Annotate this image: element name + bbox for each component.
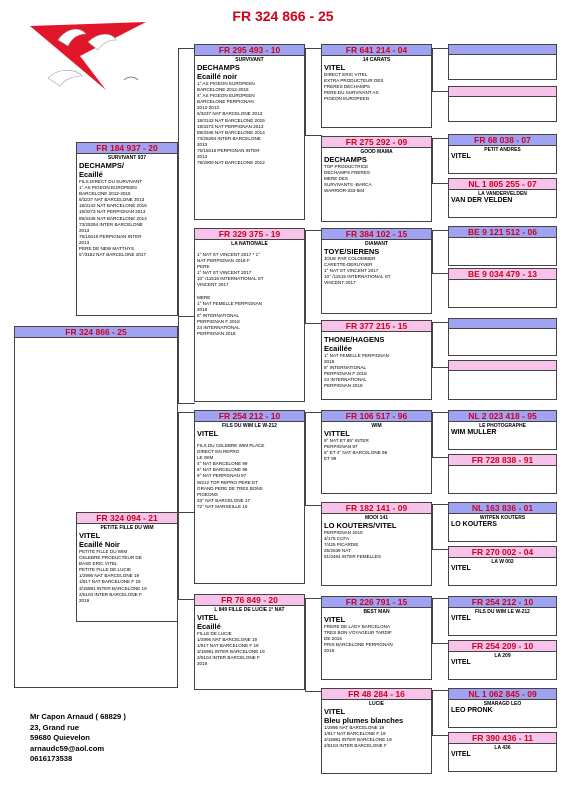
sds-sire-card[interactable] — [448, 226, 557, 266]
subject-ring: FR 324 866 - 25 — [15, 327, 177, 338]
dam-sire-card[interactable] — [194, 410, 305, 584]
note-line: 2/5104 INTER BARCELONE F — [79, 591, 142, 597]
note-line: 2019 — [197, 661, 208, 667]
note-line: SURVIVANTS -BARCA — [324, 182, 372, 188]
sdd-dam-card[interactable] — [448, 360, 557, 400]
note-line: 3/15981 INTER BARCELONE 19 — [197, 649, 265, 655]
ss-dam-name: DECHAMPS — [324, 155, 367, 164]
ds-sire-notes — [322, 438, 431, 462]
note-line: FILLE DE LUCIE — [197, 631, 232, 636]
dd-sire-ring: FR 226 791 - 15 — [322, 597, 431, 608]
note-line: CELEBRE PRODUCTEUR DE — [79, 555, 142, 561]
dd-dam-card[interactable] — [321, 688, 432, 774]
sd-sire-notes — [322, 256, 431, 286]
note-line: 18/3142 NAT BARCELONE 2015 — [79, 203, 147, 209]
sire-sire-name: DECHAMPS — [197, 63, 240, 72]
note-line: 8° INTERNATIONAL — [197, 312, 240, 318]
dam-subtitle: PETITE FILLE DU WIM — [100, 525, 154, 531]
note-line: PERPIGNAN F 2018 — [197, 319, 240, 325]
note-line: MERE DES — [324, 176, 348, 182]
note-line: PERE DU SURVIVANT AS — [324, 90, 379, 96]
note-line: VINCENT 2017 — [324, 280, 356, 286]
note-line: 2012-2013 — [197, 105, 219, 111]
note-line: PERPIGNAN F 2018 — [324, 371, 367, 377]
note-line: PERPIGNAN 2018 — [197, 331, 236, 337]
ds-sire-name: VITTEL — [324, 429, 350, 438]
note-line: 75/15016 PERPIGNAN INTER — [79, 233, 142, 239]
ssd-sire-subtitle: PETIT ANDRES — [484, 147, 521, 153]
sire-dam-card[interactable] — [194, 228, 305, 402]
sire-dam-notes — [195, 252, 304, 337]
sire-ring: FR 184 937 - 20 — [77, 143, 177, 154]
dam-sire-notes — [195, 443, 304, 510]
sire-card[interactable] — [76, 142, 178, 316]
ds-dam-notes — [322, 530, 431, 560]
sdd-sire-card[interactable] — [448, 318, 557, 356]
note-line: 73/25294 INTER BARCELONE — [197, 135, 261, 141]
owner-email[interactable]: arnaudc59@aol.com — [30, 743, 105, 753]
dd-dam-name: VITEL — [324, 707, 346, 716]
dsd-dam-name: VITEL — [451, 565, 471, 572]
ss-sire-notes — [322, 72, 431, 102]
note-line: 2013 — [79, 227, 90, 233]
page-title: FR 324 866 - 25 — [232, 8, 334, 24]
note-line: FRERES DECHAMPS — [324, 84, 370, 90]
sire-sire-subtitle: SURVIVANT — [235, 57, 264, 63]
dds-sire-name: VITEL — [451, 615, 471, 622]
dam-notes — [77, 549, 177, 604]
note-line: BARCELONE PERPIGNAN — [197, 99, 254, 105]
dd-dam-subtitle: LUCIE — [369, 701, 384, 707]
subject-card[interactable] — [14, 326, 178, 688]
sss-sire-card[interactable] — [448, 44, 557, 80]
dss-sire-subtitle: LE PHOTOGRAPHE — [479, 423, 526, 429]
dss-dam-card[interactable] — [448, 454, 557, 494]
dd-dam-notes — [322, 725, 431, 749]
note-line: FILS DU CELEBRE WIM PLACE — [197, 443, 265, 448]
dd-sire-card[interactable] — [321, 596, 432, 680]
note-line: PETITE FILLE DE LUCIE — [79, 567, 132, 573]
note-line: 19/3273 NAT PERPIGNAN 2013 — [79, 209, 146, 215]
note-line: 1° NAT FEMELLE PERPIGNAN — [197, 300, 262, 306]
ssd-sire-card[interactable] — [448, 134, 557, 174]
ds-sire-ring: FR 106 517 - 96 — [322, 411, 431, 422]
sss-dam-card[interactable] — [448, 86, 557, 122]
note-line: PETITE FILLE DU WIM — [79, 549, 128, 554]
dsd-sire-card[interactable] — [448, 502, 557, 542]
ssd-dam-name: VAN DER VELDEN — [451, 197, 513, 204]
sds-dam-ring: BE 9 034 479 - 13 — [449, 269, 556, 280]
note-line: CARETTE-DERUYVER — [324, 262, 373, 268]
note-line: 72° NAT MARSEILLE 15 — [197, 503, 248, 509]
note-line: 1° AS PIGEON EUROPEEN — [197, 81, 255, 86]
note-line: 89/3346 NAT BARCELONE 2014 — [197, 129, 265, 135]
dsd-sire-subtitle: WITPEN KOUTERS — [479, 515, 526, 521]
note-line: 1/2996 NAT BARCELONE 19 — [197, 637, 258, 643]
note-line: DIRECT ERIC VITEL — [324, 72, 368, 77]
note-line: ET 99 — [324, 456, 337, 462]
note-line: PIGEON EUROPEEN — [324, 96, 369, 102]
note-line: PRIX BARCELONE PERPIGNAN — [324, 642, 393, 648]
note-line: BARCELONE 2012-2015 — [197, 87, 249, 93]
note-line: 2013 — [197, 154, 208, 160]
dds-dam-card[interactable] — [448, 640, 557, 680]
note-line: NAT PERPIGNAN 2018 F — [197, 258, 250, 264]
owner-city: 59680 Quievelon — [30, 733, 90, 742]
sire-sire-variety: Ecaillé noir — [197, 72, 238, 81]
dd-sire-name: VITEL — [324, 615, 346, 624]
dds-dam-subtitle: LA 209 — [494, 653, 511, 659]
ddd-sire-name: LEO PRONK — [451, 707, 493, 714]
dam-dam-subtitle: L 849 FILLE DE LUCIE 1° NAT — [214, 607, 285, 613]
dds-sire-card[interactable] — [448, 596, 557, 636]
dss-sire-card[interactable] — [448, 410, 557, 450]
dam-card[interactable] — [76, 512, 178, 622]
dam-sire-subtitle: FILS DU WIM LE W-212 — [222, 423, 277, 429]
note-line: 1° NAT FEMELLE PERPIGNAN — [324, 353, 389, 358]
note-line: 6/3237 NAT BARCELONE 2013 — [79, 197, 145, 203]
dam-dam-ring: FR 76 849 - 20 — [195, 595, 304, 606]
ddd-dam-ring: FR 390 436 - 11 — [449, 733, 556, 744]
ssd-dam-card[interactable] — [448, 178, 557, 218]
ds-dam-card[interactable] — [321, 502, 432, 586]
sd-sire-ring: FR 384 102 - 15 — [322, 229, 431, 240]
note-line: 2013 — [197, 141, 208, 147]
sire-name: DECHAMPS/ — [79, 161, 125, 170]
dsd-dam-ring: FR 270 002 - 04 — [449, 547, 556, 558]
ss-dam-notes — [322, 164, 431, 194]
note-line: BARCELONE 2012-2015 — [79, 191, 131, 197]
sds-sire-ring: BE 9 121 512 - 06 — [449, 227, 556, 238]
sire-variety: Ecaillé — [79, 170, 103, 179]
dds-dam-name: VITEL — [451, 659, 471, 666]
ss-sire-subtitle: 14 CARATS — [362, 57, 391, 63]
dss-sire-name: WIM MULLER — [451, 429, 497, 436]
note-line: 25/2639 NAT — [324, 548, 351, 554]
note-line: 18/3142 NAT BARCELONE 2015 — [197, 117, 265, 123]
note-line: W212 TOP REPRO PERE ET — [197, 479, 259, 485]
dam-name: VITEL — [79, 531, 101, 540]
sire-notes — [77, 179, 177, 258]
ds-sire-card[interactable] — [321, 410, 432, 494]
sd-sire-subtitle: DIAMANT — [364, 241, 389, 247]
sds-dam-card[interactable] — [448, 268, 557, 308]
note-line: VINCENT 2017 — [197, 282, 229, 288]
owner-phone: 0616173538 — [30, 754, 73, 763]
ss-sire-name: VITEL — [324, 63, 346, 72]
note-line: 6° NAT BARCELONE 98 — [197, 467, 248, 473]
dd-sire-notes — [322, 624, 431, 654]
note-line: LE WIM — [197, 455, 214, 461]
note-line: 4/175 CCFA — [324, 536, 350, 542]
note-line: 4° AS PIGEON EUROPEEN — [197, 93, 255, 99]
note-line: PERPIGNAN 97 — [324, 444, 358, 450]
note-line: 79/2900 NAT BARCELONE 2012 — [197, 160, 265, 166]
note-line: 6/3237 NAT BARCELONE 2013 — [197, 111, 263, 117]
note-line: 10° /11515 INTERNATIONAL ST — [324, 274, 391, 280]
note-line: 1/917 NAT BARCELONE F 19 — [79, 579, 141, 585]
ssd-sire-name: VITEL — [451, 153, 471, 160]
ddd-dam-name: VITEL — [451, 751, 471, 758]
ssd-sire-ring: FR 68 038 - 07 — [449, 135, 556, 146]
note-line: 1/2996 NAT BARCELONE 19 — [324, 725, 385, 730]
note-line: 9° NAT PERPIGNAN 97 — [197, 473, 247, 479]
note-line: GRAND PERE DE TRES BONS — [197, 485, 263, 491]
dsd-dam-card[interactable] — [448, 546, 557, 586]
note-line: 2013 — [79, 239, 90, 245]
note-line: 2018 — [197, 306, 208, 312]
sire-dam-subtitle: LA NATIONALE — [231, 241, 268, 247]
ssd-dam-subtitle: LA VANDERVELDEN — [478, 191, 527, 197]
owner-street: 23, Grand rue — [30, 722, 79, 732]
owner-address — [30, 712, 126, 765]
note-line: 1° NAT ST VINCENT 2017 — [197, 270, 252, 276]
note-line: 8° INTERNATIONAL — [324, 365, 367, 371]
dam-dam-name: VITEL — [197, 613, 219, 622]
ssd-dam-ring: NL 1 805 255 - 07 — [449, 179, 556, 190]
note-line: 24 INTERNATIONAL — [324, 377, 367, 383]
dam-ring: FR 324 094 - 21 — [77, 513, 177, 524]
ss-sire-card[interactable] — [321, 44, 432, 128]
dsd-sire-ring: NL 163 836 - 01 — [449, 503, 556, 514]
sd-dam-name: THONE/HAGENS — [324, 335, 385, 344]
note-line: 9° NAT ET 85° INTER — [324, 438, 369, 443]
note-line: 1° AS PIGEON EUROPEEN — [79, 185, 137, 191]
note-line: 1° NAT ST VINCENT 2017 * 1° — [197, 252, 261, 257]
note-line: 2/5104 INTER BARCELONE F — [197, 655, 260, 661]
dd-dam-variety: Bleu plumes blanches — [324, 716, 404, 725]
note-line: FRERE DE LADY BARCELONA — [324, 624, 391, 629]
note-line: PIGEONS — [197, 491, 218, 497]
note-line: JOUE PAR COLOMBIER — [324, 256, 376, 261]
note-line: 53° NAT BARCELONE 17 — [197, 497, 250, 503]
ds-dam-ring: FR 182 141 - 09 — [322, 503, 431, 514]
dove-logo — [28, 20, 168, 100]
sire-subtitle: SURVIVANT 937 — [107, 155, 147, 161]
ddd-sire-subtitle: SMARAGD LEO — [483, 701, 522, 707]
note-line: TRES BON VOYAGEUR TARDIF — [324, 630, 392, 636]
note-line: 2/5104 INTER BARCELONE F — [324, 743, 387, 749]
dam-dam-notes — [195, 631, 304, 668]
note-line: 51/3464 INTER FEMELLES — [324, 554, 381, 560]
ss-sire-ring: FR 641 214 - 04 — [322, 45, 431, 56]
note-line: 6° ET 4° NAT BARCELONE 98 — [324, 450, 388, 456]
note-line: 89/3346 NAT BARCELONE 2014 — [79, 215, 147, 221]
sd-dam-notes — [322, 353, 431, 390]
sire-sire-ring: FR 295 493 - 10 — [195, 45, 304, 56]
note-line: PERPIGNAN 2010 — [324, 530, 363, 535]
ss-dam-ring: FR 275 292 - 09 — [322, 137, 431, 148]
dd-sire-subtitle: BEST MAN — [363, 609, 390, 615]
note-line: 73/25294 INTER BARCELONE — [79, 221, 143, 227]
dsd-dam-subtitle: LA W 002 — [491, 559, 514, 565]
note-line: 1/2996 NAT BARCELONE 19 — [79, 573, 140, 579]
note-line: PERE — [197, 264, 210, 270]
note-line: PERPIGNAN 2018 — [324, 383, 363, 389]
note-line: MERE — [197, 294, 211, 300]
dds-sire-subtitle: FILS DU WIM LE W-212 — [475, 609, 530, 615]
note-line: 2018 — [324, 359, 335, 365]
dam-dam-variety: Ecaillé — [197, 622, 221, 631]
ss-dam-subtitle: GOOD MAMA — [360, 149, 393, 155]
ddd-dam-card[interactable] — [448, 732, 557, 772]
dds-sire-ring: FR 254 212 - 10 — [449, 597, 556, 608]
note-line: 24 INTERNATIONAL — [197, 325, 240, 331]
note-line: 19/3273 NAT PERPIGNAN 2013 — [197, 123, 264, 129]
note-line: BASE ERIC VITEL — [79, 561, 118, 567]
note-line: PERE DE NEW MATTHYS — [79, 246, 135, 252]
note-line: 75/15016 PERPIGNAN INTER — [197, 148, 260, 154]
note-line: EXTRA PRODUCTEUR DES — [324, 78, 384, 84]
dsd-sire-name: LO KOUTERS — [451, 521, 497, 528]
sire-sire-notes — [195, 81, 304, 166]
note-line: 2019 — [79, 597, 90, 603]
sd-dam-card[interactable] — [321, 320, 432, 400]
dam-sire-ring: FR 254 212 - 10 — [195, 411, 304, 422]
note-line: DE 2015 — [324, 636, 342, 642]
dam-sire-name: VITEL — [197, 429, 219, 438]
note-line: FILS DIRECT DU SURVIVANT — [79, 179, 143, 184]
dd-dam-ring: FR 48 284 - 16 — [322, 689, 431, 700]
dam-dam-card[interactable] — [194, 594, 305, 690]
ddd-dam-subtitle: LA 436 — [494, 745, 511, 751]
sire-dam-ring: FR 329 375 - 19 — [195, 229, 304, 240]
note-line: 1/917 NAT BARCELONE F 19 — [197, 643, 259, 649]
note-line: DIRECT EN REPRO — [197, 449, 240, 455]
sd-sire-card[interactable] — [321, 228, 432, 314]
note-line: 3/15981 INTER BARCELONE 19 — [79, 585, 147, 591]
dss-dam-ring: FR 728 838 - 91 — [449, 455, 556, 466]
note-line: 4° NAT BARCELONE 99 — [197, 461, 248, 467]
note-line: 5°/3152 NAT BARCELONE 2017 — [79, 252, 147, 258]
ds-dam-subtitle: MOOI 141 — [364, 515, 389, 521]
sire-sire-card[interactable] — [194, 44, 305, 220]
ds-dam-name: LO KOUTERS/VITEL — [324, 521, 397, 530]
note-line: 1/917 NAT BARCELONE F 19 — [324, 731, 386, 737]
note-line: 10° /11515 INTERNATIONAL ST — [197, 276, 264, 282]
note-line: WARRIOR-333-584 — [324, 188, 365, 194]
sd-dam-ring: FR 377 215 - 15 — [322, 321, 431, 332]
sd-dam-variety: Ecaillée — [324, 344, 352, 353]
owner-name: Mr Capon Arnaud ( 68829 ) — [30, 712, 126, 721]
note-line: 1° NAT ST VINCENT 2017 — [324, 268, 379, 274]
note-line: 2018 — [324, 648, 335, 654]
dds-dam-ring: FR 254 209 - 10 — [449, 641, 556, 652]
dam-variety: Ecaillé Noir — [79, 540, 120, 549]
ddd-sire-ring: NL 1 062 845 - 09 — [449, 689, 556, 700]
ss-dam-card[interactable] — [321, 136, 432, 222]
note-line: DECHAMPS FRERES — [324, 170, 370, 176]
dss-sire-ring: NL 2 023 418 - 95 — [449, 411, 556, 422]
note-line: 7/425 PICARDIE — [324, 542, 359, 548]
note-line: 3/15981 INTER BARCELONE 19 — [324, 737, 392, 743]
note-line: TOP PRODUCTRICE — [324, 164, 369, 169]
sd-sire-name: TOYE/SIERENS — [324, 247, 380, 256]
ds-sire-subtitle: WIM — [371, 423, 382, 429]
ddd-sire-card[interactable] — [448, 688, 557, 728]
